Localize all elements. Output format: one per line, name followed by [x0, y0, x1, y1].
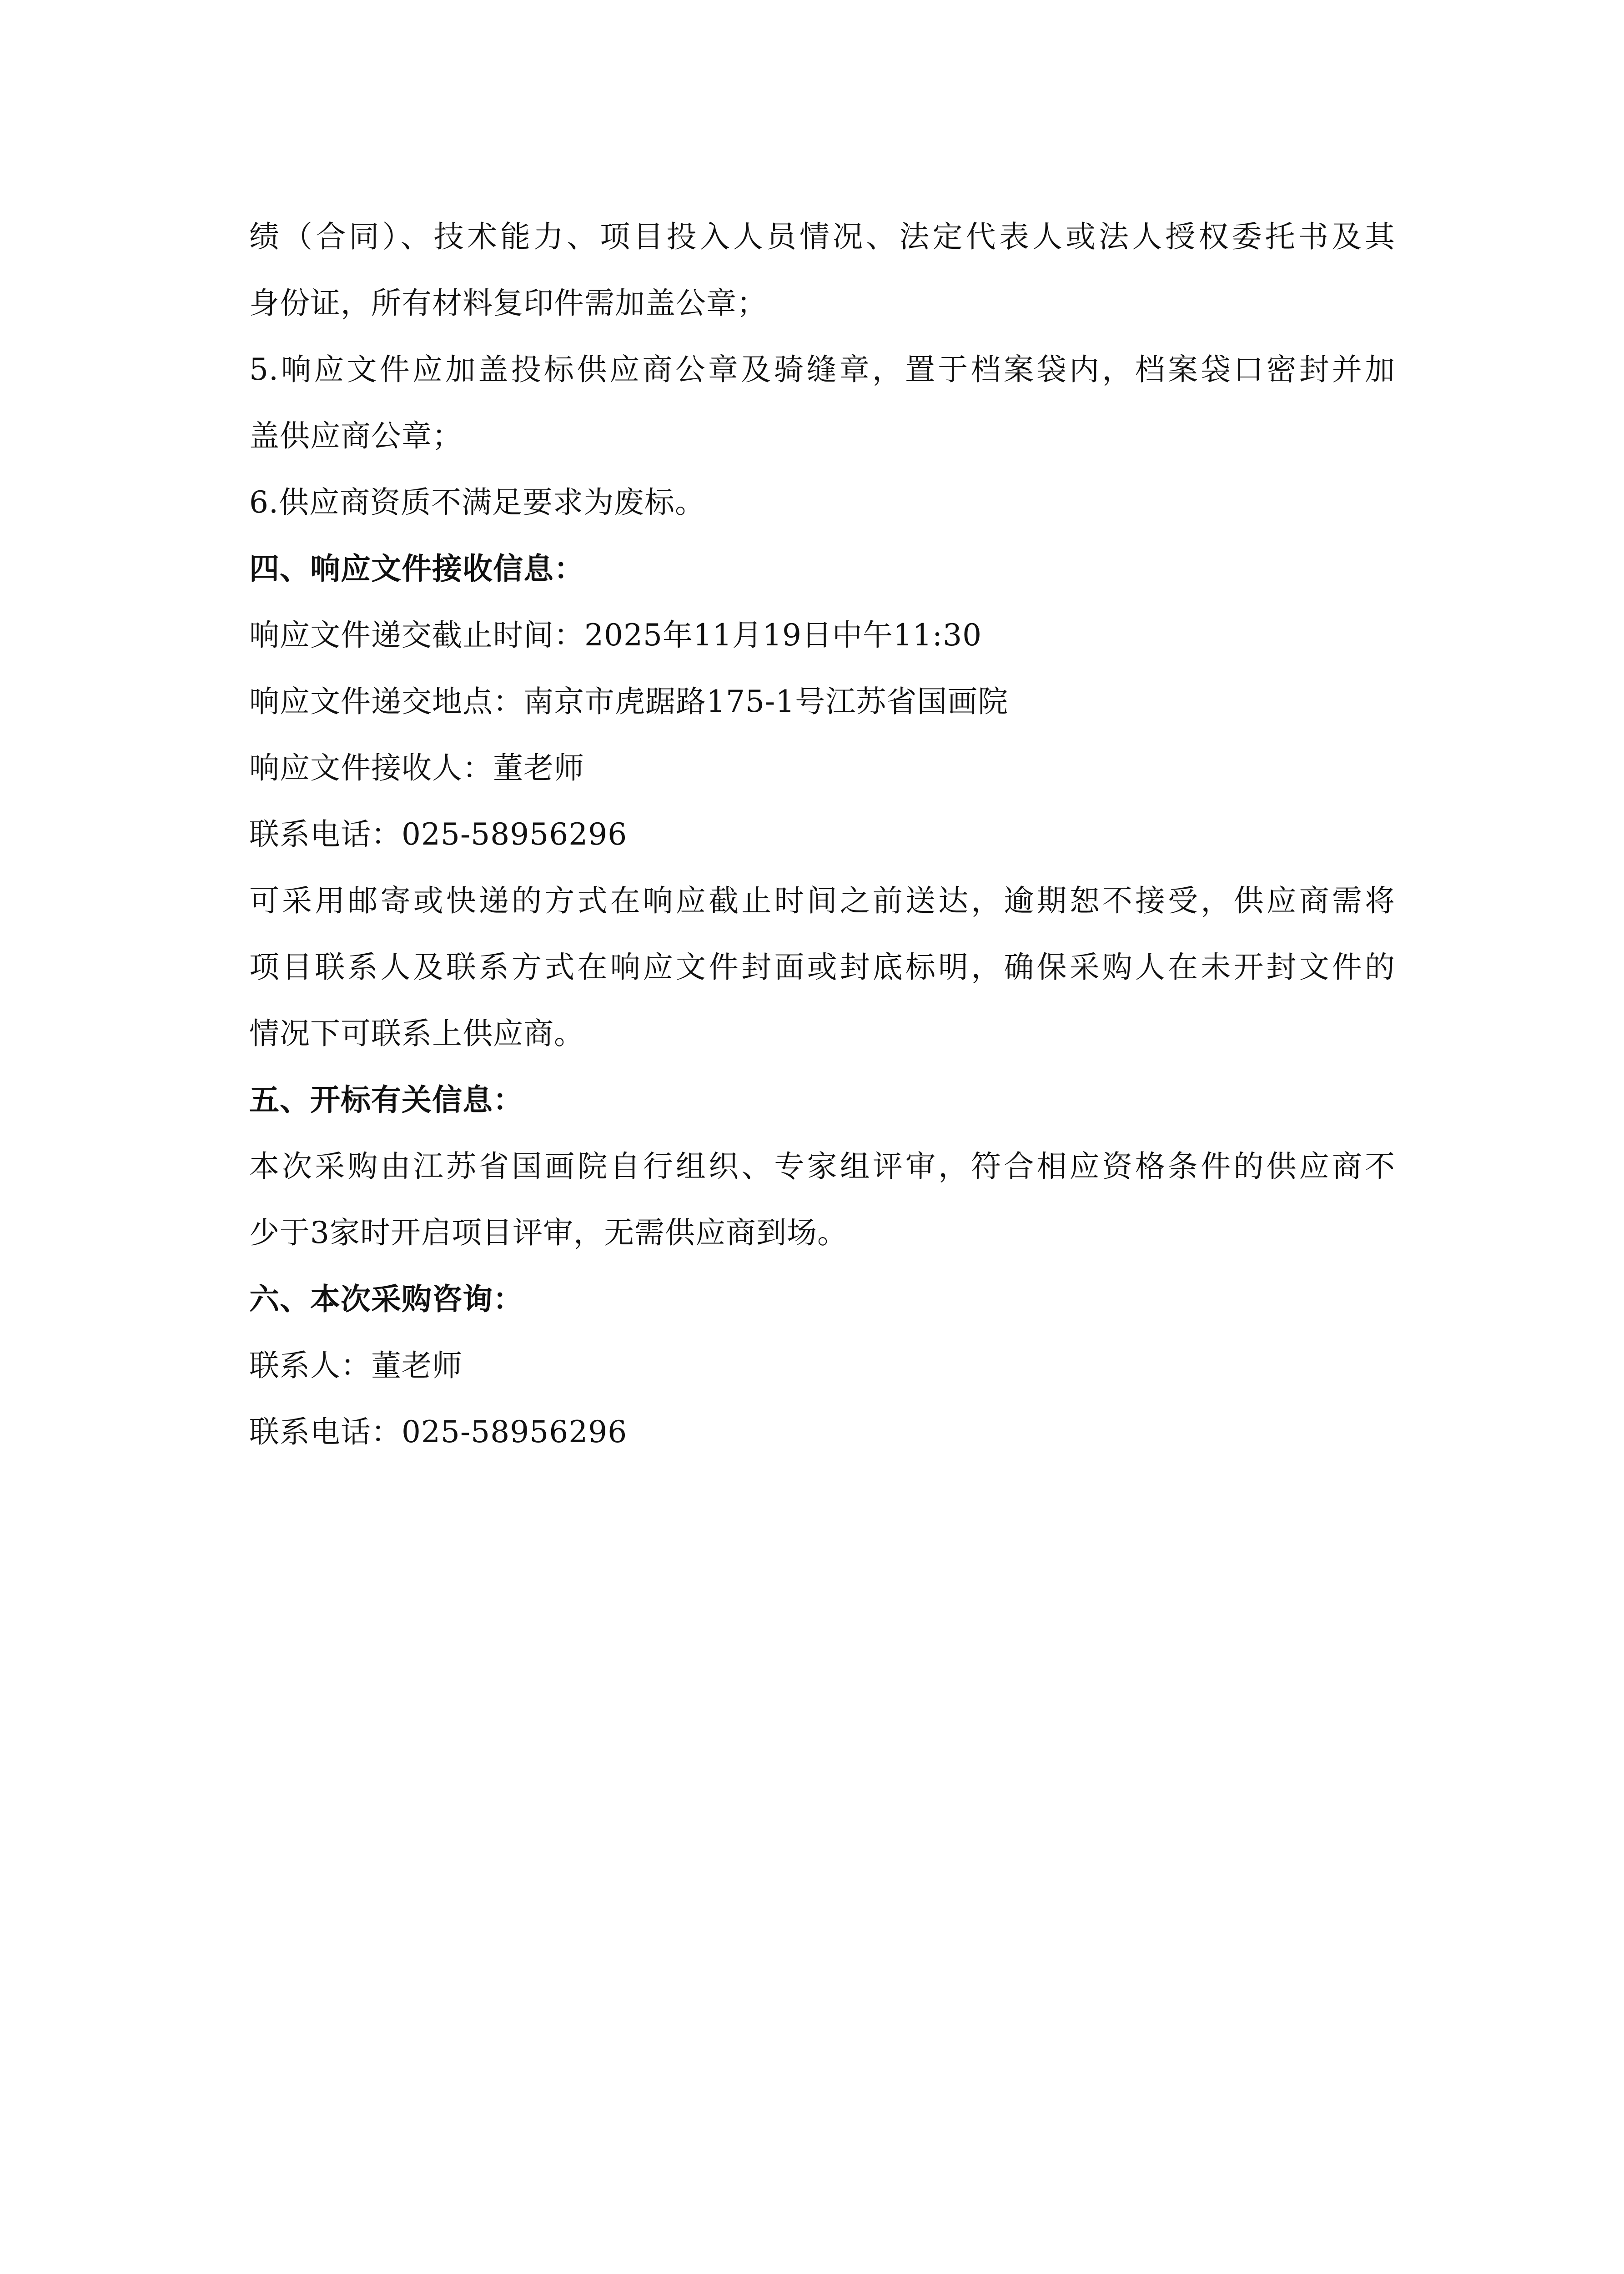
section-heading: 五、开标有关信息： — [249, 1082, 523, 1117]
phone-line: 联系电话：025-58956296 — [249, 817, 628, 852]
phone-line: 联系电话：025-58956296 — [249, 1414, 628, 1449]
address-line: 响应文件递交地点：南京市虎踞路175-1号江苏省国画院 — [249, 684, 1009, 719]
paragraph-line: 可采用邮寄或快递的方式在响应截止时间之前送达，逾期恕不接受，供应商需将 — [249, 883, 1395, 918]
contact-line: 联系人：董老师 — [249, 1348, 463, 1383]
section-heading: 四、响应文件接收信息： — [249, 551, 584, 586]
receiver-line: 响应文件接收人：董老师 — [249, 750, 584, 785]
document-body — [249, 204, 1395, 1465]
paragraph-line: 本次采购由江苏省国画院自行组织、专家组评审，符合相应资格条件的供应商不 — [249, 1149, 1395, 1184]
section-heading: 六、本次采购咨询： — [249, 1282, 523, 1317]
paragraph-line: 绩（合同）、技术能力、项目投入人员情况、法定代表人或法人授权委托书及其 — [249, 219, 1395, 254]
paragraph-line: 情况下可联系上供应商。 — [249, 1016, 584, 1051]
paragraph-line: 项目联系人及联系方式在响应文件封面或封底标明，确保采购人在未开封文件的 — [249, 950, 1395, 985]
paragraph-line: 少于3家时开启项目评审，无需供应商到场。 — [249, 1215, 848, 1250]
paragraph-line: 盖供应商公章； — [249, 418, 463, 453]
deadline-line: 响应文件递交截止时间：2025年11月19日中午11:30 — [249, 618, 982, 653]
paragraph-line: 6.供应商资质不满足要求为废标。 — [249, 485, 705, 520]
paragraph-line: 5.响应文件应加盖投标供应商公章及骑缝章，置于档案袋内，档案袋口密封并加 — [249, 352, 1395, 387]
paragraph-line: 身份证，所有材料复印件需加盖公章； — [249, 286, 767, 321]
